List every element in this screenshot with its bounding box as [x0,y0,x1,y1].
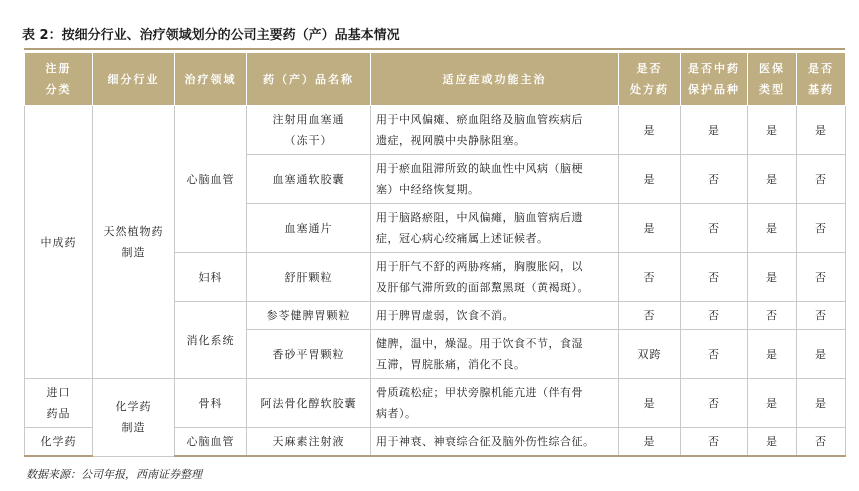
insurance-type-cell: 是 [748,428,797,457]
registration-class-cell: 化学药 [25,428,93,457]
header-essential-drug: 是否 基药 [797,53,846,106]
prescription-cell: 是 [619,379,681,428]
header-insurance-type: 医保 类型 [748,53,797,106]
registration-class-cell: 中成药 [25,106,93,379]
therapeutic-area-cell: 心脑血管 [175,106,247,253]
header-sub-industry: 细分行业 [93,53,175,106]
product-name-cell: 香砂平胃颗粒 [247,330,371,379]
product-name-cell: 阿法骨化醇软胶囊 [247,379,371,428]
therapeutic-area-cell: 妇科 [175,253,247,302]
header-product-name: 药（产）品名称 [247,53,371,106]
product-name-cell: 血塞通软胶囊 [247,155,371,204]
indication-cell: 健脾，温中，燥湿。用于饮食不节，食湿 互滞，胃脘胀痛，消化不良。 [371,330,619,379]
insurance-type-cell: 否 [748,302,797,330]
essential-drug-cell: 否 [797,204,846,253]
essential-drug-cell: 否 [797,302,846,330]
prescription-cell: 否 [619,253,681,302]
insurance-type-cell: 是 [748,253,797,302]
prescription-cell: 双跨 [619,330,681,379]
essential-drug-cell: 是 [797,106,846,155]
table-row [25,106,846,155]
protected-tcm-cell: 否 [681,330,748,379]
header-indications: 适应症或功能主治 [371,53,619,106]
header-prescription: 是否 处方药 [619,53,681,106]
insurance-type-cell: 是 [748,330,797,379]
protected-tcm-cell: 否 [681,204,748,253]
header-row [25,53,846,106]
therapeutic-area-cell: 骨科 [175,379,247,428]
insurance-type-cell: 是 [748,379,797,428]
table-caption: 表 2：按细分行业、治疗领域划分的公司主要药（产）品基本情况 [22,28,400,43]
protected-tcm-cell: 否 [681,379,748,428]
protected-tcm-cell: 否 [681,155,748,204]
indication-cell: 用于神衰、神衰综合征及脑外伤性综合征。 [371,428,619,457]
indication-cell: 用于脑路瘀阻，中风偏瘫，脑血管病后遗 症，冠心病心绞痛属上述证候者。 [371,204,619,253]
essential-drug-cell: 否 [797,253,846,302]
prescription-cell: 是 [619,204,681,253]
indication-cell: 用于瘀血阻滞所致的缺血性中风病（脑梗 塞）中经络恢复期。 [371,155,619,204]
header-protected-tcm: 是否中药 保护品种 [681,53,748,106]
indication-cell: 用于肝气不舒的两胁疼痛，胸腹胀闷，以 及肝郁气滞所致的面部黧黑斑（黄褐斑）。 [371,253,619,302]
protected-tcm-cell: 否 [681,302,748,330]
insurance-type-cell: 是 [748,155,797,204]
source-note: 数据来源：公司年报，西南证券整理 [26,468,202,481]
prescription-cell: 是 [619,428,681,457]
product-name-cell: 参苓健脾胃颗粒 [247,302,371,330]
indication-cell: 骨质疏松症；甲状旁腺机能亢进（伴有骨 病者）。 [371,379,619,428]
sub-industry-cell: 天然植物药 制造 [93,106,175,379]
product-name-cell: 注射用血塞通 （冻干） [247,106,371,155]
prescription-cell: 是 [619,155,681,204]
prescription-cell: 否 [619,302,681,330]
protected-tcm-cell: 否 [681,428,748,457]
therapeutic-area-cell: 消化系统 [175,302,247,379]
insurance-type-cell: 是 [748,204,797,253]
header-registration-class: 注册 分类 [25,53,93,106]
essential-drug-cell: 否 [797,155,846,204]
product-name-cell: 舒肝颗粒 [247,253,371,302]
sub-industry-cell: 化学药 制造 [93,379,175,457]
protected-tcm-cell: 否 [681,253,748,302]
products-table [24,52,846,457]
prescription-cell: 是 [619,106,681,155]
indication-cell: 用于脾胃虚弱，饮食不消。 [371,302,619,330]
essential-drug-cell: 否 [797,428,846,457]
essential-drug-cell: 是 [797,330,846,379]
table-row [25,379,846,428]
indication-cell: 用于中风偏瘫、瘀血阻络及脑血管疾病后 遗症，视网膜中央静脉阻塞。 [371,106,619,155]
registration-class-cell: 进口 药品 [25,379,93,428]
essential-drug-cell: 是 [797,379,846,428]
protected-tcm-cell: 是 [681,106,748,155]
insurance-type-cell: 是 [748,106,797,155]
therapeutic-area-cell: 心脑血管 [175,428,247,457]
product-name-cell: 天麻素注射液 [247,428,371,457]
product-name-cell: 血塞通片 [247,204,371,253]
header-therapeutic-area: 治疗领域 [175,53,247,106]
top-rule [24,48,845,50]
